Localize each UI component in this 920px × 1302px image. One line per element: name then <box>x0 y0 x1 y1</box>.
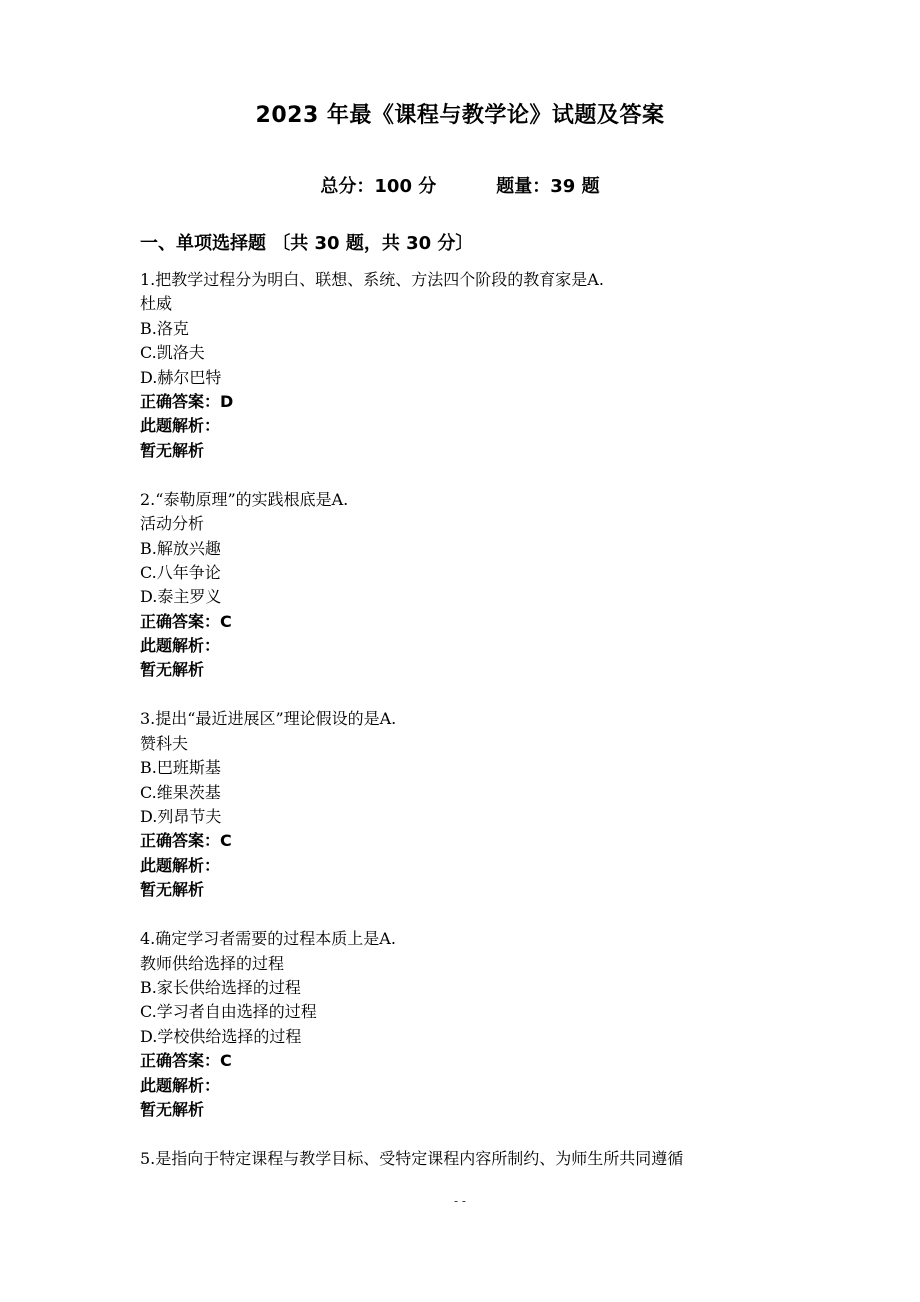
option-a: 杜威 <box>140 294 173 314</box>
option-d: D.赫尔巴特 <box>140 367 222 387</box>
option-b: B.巴班斯基 <box>140 758 221 778</box>
correct-answer: 正确答案：C <box>140 1051 232 1071</box>
option-a: 教师供给选择的过程 <box>140 953 285 973</box>
question-item <box>140 927 820 1122</box>
analysis-text: 暂无解析 <box>140 440 205 460</box>
question-item <box>140 268 820 463</box>
question-item <box>140 1147 820 1171</box>
option-a: 活动分析 <box>140 514 205 534</box>
correct-answer: 正确答案：C <box>140 831 232 851</box>
correct-answer: 正确答案：D <box>140 391 234 411</box>
question-stem: 3.提出“最近进展区”理论假设的是A. <box>140 709 397 729</box>
option-b: B.洛克 <box>140 318 189 338</box>
option-b: B.解放兴趣 <box>140 538 221 558</box>
option-c: C.八年争论 <box>140 562 221 582</box>
analysis-text: 暂无解析 <box>140 1099 205 1119</box>
option-c: C.凯洛夫 <box>140 343 205 363</box>
question-item <box>140 707 820 902</box>
question-stem: 5.是指向于特定课程与教学目标、受特定课程内容所制约、为师生所共同遵循 <box>140 1148 684 1168</box>
question-item <box>140 488 820 683</box>
analysis-text: 暂无解析 <box>140 660 205 680</box>
correct-answer: 正确答案：C <box>140 611 232 631</box>
analysis-label: 此题解析： <box>140 1075 221 1095</box>
option-d: D.泰主罗义 <box>140 587 222 607</box>
question-stem: 2.“泰勒原理”的实践根底是A. <box>140 489 349 509</box>
question-stem: 1.把教学过程分为明白、联想、系统、方法四个阶段的教育家是A. <box>140 270 604 289</box>
option-c: C.学习者自由选择的过程 <box>140 1002 317 1022</box>
option-a: 赞科夫 <box>140 733 189 753</box>
question-count: 题量：39 题 <box>496 176 600 197</box>
section-heading: 一、单项选择题 〔共 30 题，共 30 分〕 <box>140 233 474 254</box>
option-d: D.列昂节夫 <box>140 807 222 826</box>
analysis-label: 此题解析： <box>140 636 221 656</box>
option-b: B.家长供给选择的过程 <box>140 977 301 997</box>
question-stem: 4.确定学习者需要的过程本质上是A. <box>140 929 396 949</box>
exam-summary <box>0 172 920 198</box>
question-list <box>140 268 820 1196</box>
analysis-text: 暂无解析 <box>140 880 205 900</box>
option-d: D.学校供给选择的过程 <box>140 1026 302 1046</box>
analysis-label: 此题解析： <box>140 416 221 436</box>
total-score: 总分：100 分 <box>320 176 437 197</box>
option-c: C.维果茨基 <box>140 782 221 802</box>
analysis-label: 此题解析： <box>140 855 221 875</box>
page-footer: - - <box>454 1194 466 1208</box>
document-title: 2023 年最《课程与教学论》试题及答案 <box>255 103 665 128</box>
